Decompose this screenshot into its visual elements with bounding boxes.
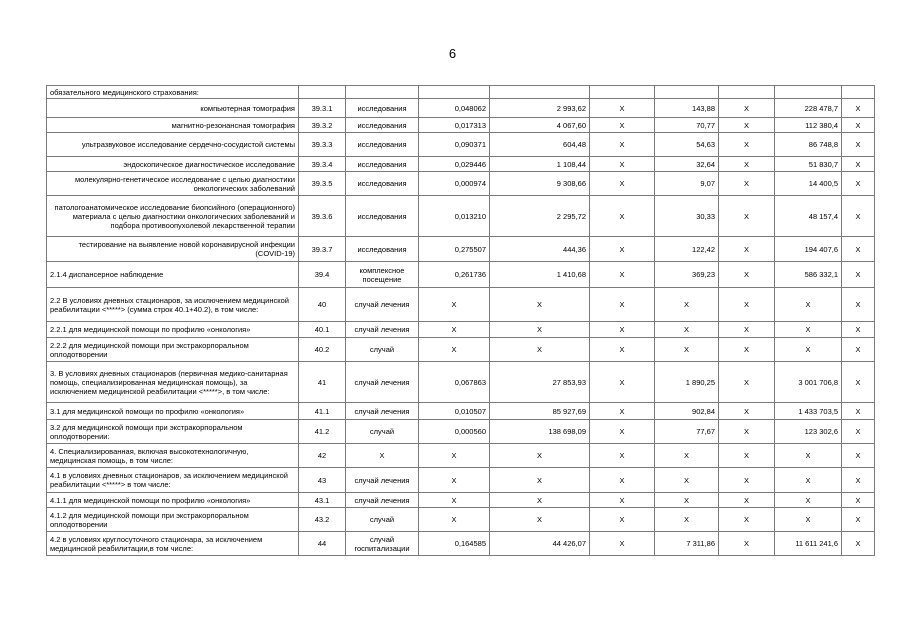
row-name: эндоскопическое диагностическое исследование	[47, 157, 299, 172]
cell-c7: X	[842, 237, 875, 262]
cell-c1: 0,013210	[419, 196, 490, 237]
cell-c7: X	[842, 288, 875, 322]
cell-c7: X	[842, 99, 875, 118]
cell-c5: X	[719, 288, 775, 322]
data-table	[46, 85, 875, 556]
cell-c7: X	[842, 322, 875, 338]
row-name: 2.2.1 для медицинской помощи по профилю «онкология»	[47, 322, 299, 338]
cell-c2: 138 698,09	[490, 420, 590, 444]
cell-c7: X	[842, 196, 875, 237]
row-unit: случай лечения	[346, 362, 419, 403]
table-row	[47, 493, 875, 508]
cell-c7: X	[842, 157, 875, 172]
row-code: 41.2	[299, 420, 346, 444]
cell-c4: 143,88	[655, 99, 719, 118]
cell-c7: X	[842, 118, 875, 133]
cell-c4: X	[655, 508, 719, 532]
table-row	[47, 172, 875, 196]
table-row	[47, 118, 875, 133]
row-unit: случай лечения	[346, 403, 419, 420]
cell-c3: X	[590, 172, 655, 196]
cell-c3: X	[590, 133, 655, 157]
cell-c7: X	[842, 468, 875, 493]
cell-c5: X	[719, 322, 775, 338]
row-name: 4. Специализированная, включая высокотехнологичную, медицинская помощь, в том числе:	[47, 444, 299, 468]
cell-c1: X	[419, 508, 490, 532]
row-unit: исследования	[346, 118, 419, 133]
cell-c3: X	[590, 362, 655, 403]
table-row	[47, 362, 875, 403]
cell-c1: 0,090371	[419, 133, 490, 157]
cell-c1: X	[419, 288, 490, 322]
cell-c4: 9,07	[655, 172, 719, 196]
cell-c2: 1 108,44	[490, 157, 590, 172]
cell-c7: X	[842, 172, 875, 196]
cell-c4: 1 890,25	[655, 362, 719, 403]
row-unit: комплексное посещение	[346, 262, 419, 288]
cell-c3: X	[590, 237, 655, 262]
row-code: 39.4	[299, 262, 346, 288]
cell-c6: X	[775, 508, 842, 532]
cell-c1: 0,017313	[419, 118, 490, 133]
cell-c3: X	[590, 508, 655, 532]
cell-c4: 70,77	[655, 118, 719, 133]
row-code: 44	[299, 532, 346, 556]
cell-c7: X	[842, 403, 875, 420]
row-unit: случай лечения	[346, 322, 419, 338]
cell-c3: X	[590, 157, 655, 172]
table-row	[47, 288, 875, 322]
cell-c4: 30,33	[655, 196, 719, 237]
cell-c4: X	[655, 493, 719, 508]
cell-c4: 54,63	[655, 133, 719, 157]
row-unit: случай	[346, 338, 419, 362]
cell-c4: 122,42	[655, 237, 719, 262]
cell-c1: X	[419, 338, 490, 362]
row-unit: исследования	[346, 172, 419, 196]
row-name: магнитно-резонансная томография	[47, 118, 299, 133]
cell-c6: 51 830,7	[775, 157, 842, 172]
cell-c1: X	[419, 444, 490, 468]
cell-c5: X	[719, 262, 775, 288]
row-code: 42	[299, 444, 346, 468]
cell-c2: 444,36	[490, 237, 590, 262]
cell-c6: 194 407,6	[775, 237, 842, 262]
cell-c4: X	[655, 338, 719, 362]
table-row	[47, 420, 875, 444]
table-row	[47, 322, 875, 338]
cell-c5: X	[719, 133, 775, 157]
cell-c1: 0,029446	[419, 157, 490, 172]
cell-c3: X	[590, 493, 655, 508]
cell-c6: X	[775, 288, 842, 322]
cell-c4: X	[655, 444, 719, 468]
row-unit: случай лечения	[346, 288, 419, 322]
cell-c6: 123 302,6	[775, 420, 842, 444]
cell-c6: X	[775, 493, 842, 508]
table-row	[47, 99, 875, 118]
row-code: 39.3.2	[299, 118, 346, 133]
row-name: 2.2.2 для медицинской помощи при экстракорпоральном оплодотворении	[47, 338, 299, 362]
row-code: 39.3.1	[299, 99, 346, 118]
row-code: 41.1	[299, 403, 346, 420]
cell-c2: X	[490, 444, 590, 468]
row-unit: случай	[346, 420, 419, 444]
cell-c3: X	[590, 444, 655, 468]
row-code: 39.3.6	[299, 196, 346, 237]
cell-c2: 1 410,68	[490, 262, 590, 288]
page-number: 6	[448, 46, 457, 61]
table-row	[47, 338, 875, 362]
cell-c1: 0,048062	[419, 99, 490, 118]
row-name: 3.2 для медицинской помощи при экстракорпоральном оплодотворении:	[47, 420, 299, 444]
row-name: тестирование на выявление новой коронавирусной инфекции (COVID-19)	[47, 237, 299, 262]
table-row	[47, 237, 875, 262]
row-unit: X	[346, 444, 419, 468]
cell-c6: 112 380,4	[775, 118, 842, 133]
cell-c6: X	[775, 322, 842, 338]
row-code: 43	[299, 468, 346, 493]
cell-c5: X	[719, 157, 775, 172]
table-row	[47, 532, 875, 556]
row-code: 39.3.5	[299, 172, 346, 196]
row-code: 40	[299, 288, 346, 322]
cell-c7: X	[842, 420, 875, 444]
cell-c2: 27 853,93	[490, 362, 590, 403]
cell-c1: X	[419, 493, 490, 508]
cell-c5: X	[719, 338, 775, 362]
cell-c5: X	[719, 237, 775, 262]
row-name: 2.2 В условиях дневных стационаров, за исключением медицинской реабилитации <*****> (сумма строк 40.1+40.2), в том числе:	[47, 288, 299, 322]
cell-c4: 32,64	[655, 157, 719, 172]
row-unit: исследования	[346, 133, 419, 157]
cell-c2: 604,48	[490, 133, 590, 157]
table-row	[47, 444, 875, 468]
cell-c7: X	[842, 508, 875, 532]
cell-c1: 0,010507	[419, 403, 490, 420]
cell-c3: X	[590, 322, 655, 338]
cell-c7: X	[842, 262, 875, 288]
cell-c3: X	[590, 338, 655, 362]
table-row	[47, 468, 875, 493]
cell-c5: X	[719, 444, 775, 468]
cell-c6: 48 157,4	[775, 196, 842, 237]
cell-c2: 4 067,60	[490, 118, 590, 133]
table-row	[47, 403, 875, 420]
cell-c3: X	[590, 262, 655, 288]
cell-c1: 0,067863	[419, 362, 490, 403]
cell-c5: X	[719, 362, 775, 403]
cell-c4: 369,23	[655, 262, 719, 288]
cell-c5: X	[719, 118, 775, 133]
row-code: 40.2	[299, 338, 346, 362]
row-code: 41	[299, 362, 346, 403]
cell-c1: 0,000974	[419, 172, 490, 196]
cell-c2: X	[490, 493, 590, 508]
cell-c6: X	[775, 468, 842, 493]
cell-c1: 0,275507	[419, 237, 490, 262]
cell-c2: 2 993,62	[490, 99, 590, 118]
row-unit: исследования	[346, 157, 419, 172]
row-unit: случай	[346, 508, 419, 532]
cell-c6: 86 748,8	[775, 133, 842, 157]
row-unit: случай госпитализации	[346, 532, 419, 556]
cell-c6: X	[775, 444, 842, 468]
row-code: 40.1	[299, 322, 346, 338]
cell-c5: X	[719, 99, 775, 118]
table-row-continuation	[47, 86, 875, 99]
row-unit: исследования	[346, 196, 419, 237]
cell-c1: X	[419, 322, 490, 338]
cell-c5: X	[719, 508, 775, 532]
cell-c2: 2 295,72	[490, 196, 590, 237]
row-name: 2.1.4 диспансерное наблюдение	[47, 262, 299, 288]
row-code: 43.1	[299, 493, 346, 508]
table-row	[47, 262, 875, 288]
row-name: 3.1 для медицинской помощи по профилю «онкология»	[47, 403, 299, 420]
cell-c4: X	[655, 288, 719, 322]
cell-c4: X	[655, 322, 719, 338]
row-code: 39.3.3	[299, 133, 346, 157]
cell-c3: X	[590, 99, 655, 118]
cell-c7: X	[842, 362, 875, 403]
cell-c7: X	[842, 133, 875, 157]
row-unit: случай лечения	[346, 468, 419, 493]
row-code: 39.3.4	[299, 157, 346, 172]
cell-c3: X	[590, 532, 655, 556]
cell-c4: 902,84	[655, 403, 719, 420]
row-unit: исследования	[346, 237, 419, 262]
cell-c7: X	[842, 444, 875, 468]
cell-c6: 228 478,7	[775, 99, 842, 118]
cell-c2: X	[490, 508, 590, 532]
row-name: молекулярно-генетическое исследование с целью диагностики онкологических заболеваний	[47, 172, 299, 196]
cell-c1: 0,164585	[419, 532, 490, 556]
row-name: ультразвуковое исследование сердечно-сосудистой системы	[47, 133, 299, 157]
row-name: 4.1 в условиях дневных стационаров, за исключением медицинской реабилитации <*****> в том числе:	[47, 468, 299, 493]
cell-c3: X	[590, 403, 655, 420]
cell-c4: 77,67	[655, 420, 719, 444]
cell-c5: X	[719, 532, 775, 556]
cell-c5: X	[719, 403, 775, 420]
row-name: обязательного медицинского страхования:	[47, 86, 299, 99]
cell-c6: 3 001 706,8	[775, 362, 842, 403]
row-name: 4.2 в условиях круглосуточного стационара, за исключением медицинской реабилитации,в том числе:	[47, 532, 299, 556]
row-unit: исследования	[346, 99, 419, 118]
table-row	[47, 508, 875, 532]
cell-c2: 44 426,07	[490, 532, 590, 556]
cell-c2: X	[490, 338, 590, 362]
cell-c2: 9 308,66	[490, 172, 590, 196]
cell-c6: X	[775, 338, 842, 362]
cell-c6: 11 611 241,6	[775, 532, 842, 556]
cell-c1: X	[419, 468, 490, 493]
row-unit: случай лечения	[346, 493, 419, 508]
row-name: 4.1.2 для медицинской помощи при экстракорпоральном оплодотворении	[47, 508, 299, 532]
row-code: 43.2	[299, 508, 346, 532]
cell-c5: X	[719, 196, 775, 237]
cell-c3: X	[590, 468, 655, 493]
row-name: 3. В условиях дневных стационаров (первичная медико-санитарная помощь, специализированная медицинская помощь), за исключением медицинской реабилитации <*****>, в том числе:	[47, 362, 299, 403]
cell-c6: 1 433 703,5	[775, 403, 842, 420]
cell-c3: X	[590, 420, 655, 444]
cell-c1: 0,261736	[419, 262, 490, 288]
row-name: патологоанатомическое исследование биопсийного (операционного) материала с целью диагностики онкологических заболеваний и подбора противоопухолевой лекарственной терапии	[47, 196, 299, 237]
table-row	[47, 196, 875, 237]
table-row	[47, 133, 875, 157]
cell-c6: 14 400,5	[775, 172, 842, 196]
row-code: 39.3.7	[299, 237, 346, 262]
cell-c3: X	[590, 118, 655, 133]
table-row	[47, 157, 875, 172]
cell-c1: 0,000560	[419, 420, 490, 444]
cell-c7: X	[842, 532, 875, 556]
cell-c4: X	[655, 468, 719, 493]
cell-c2: X	[490, 288, 590, 322]
cell-c5: X	[719, 172, 775, 196]
cell-c3: X	[590, 288, 655, 322]
cell-c3: X	[590, 196, 655, 237]
cell-c5: X	[719, 493, 775, 508]
cell-c2: X	[490, 322, 590, 338]
cell-c7: X	[842, 493, 875, 508]
cell-c2: X	[490, 468, 590, 493]
cell-c5: X	[719, 468, 775, 493]
cell-c5: X	[719, 420, 775, 444]
cell-c2: 85 927,69	[490, 403, 590, 420]
row-name: 4.1.1 для медицинской помощи по профилю «онкология»	[47, 493, 299, 508]
row-name: компьютерная томография	[47, 99, 299, 118]
cell-c7: X	[842, 338, 875, 362]
cell-c4: 7 311,86	[655, 532, 719, 556]
cell-c6: 586 332,1	[775, 262, 842, 288]
